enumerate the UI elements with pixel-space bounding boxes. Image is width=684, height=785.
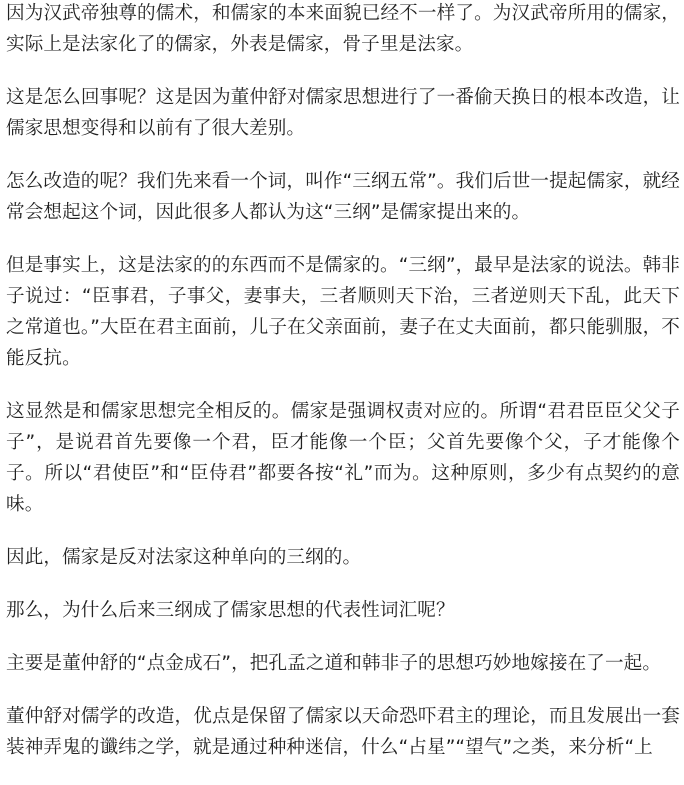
paragraph-6: 因此，儒家是反对法家这种单向的三纲的。 xyxy=(6,547,362,568)
paragraph-2: 这是怎么回事呢？这是因为董仲舒对儒家思想进行了一番偷天换日的根本改造，让儒家思想变得和以前有了很大差别。 xyxy=(6,87,680,139)
paragraph-3: 怎么改造的呢？我们先来看一个词，叫作“三纲五常”。我们后世一提起儒家，就经常会想起这个词，因此很多人都认为这“三纲”是儒家提出来的。 xyxy=(6,171,680,223)
paragraph-7: 那么，为什么后来三纲成了儒家思想的代表性词汇呢？ xyxy=(6,600,455,621)
paragraph-5: 这显然是和儒家思想完全相反的。儒家是强调权责对应的。所谓“君君臣臣父父子子”，是说君首先要像一个君，臣才能像一个臣；父首先要像个父，子才能像个子。所以“君使臣”和“臣侍君”都要各按“礼”而为。这种原则，多少有点契约的意味。 xyxy=(6,401,680,515)
paragraph-9: 董仲舒对儒学的改造，优点是保留了儒家以天命恐吓君主的理论，而且发展出一套装神弄鬼的谶纬之学，就是通过种种迷信，什么“占星”“望气”之类，来分析“上 xyxy=(6,706,680,758)
paragraph-8: 主要是董仲舒的“点金成石”，把孔孟之道和韩非子的思想巧妙地嫁接在了一起。 xyxy=(6,653,662,674)
paragraph-1: 因为汉武帝独尊的儒术，和儒家的本来面貌已经不一样了。为汉武帝所用的儒家，实际上是法家化了的儒家，外表是儒家，骨子里是法家。 xyxy=(6,3,680,55)
paragraph-4: 但是事实上，这是法家的的东西而不是儒家的。“三纲”，最早是法家的说法。韩非子说过：“臣事君，子事父，妻事夫，三者顺则天下治，三者逆则天下乱，此天下之常道也。”大臣在君主面前，儿子在父亲面前，妻子在丈夫面前，都只能驯服，不能反抗。 xyxy=(6,255,680,369)
